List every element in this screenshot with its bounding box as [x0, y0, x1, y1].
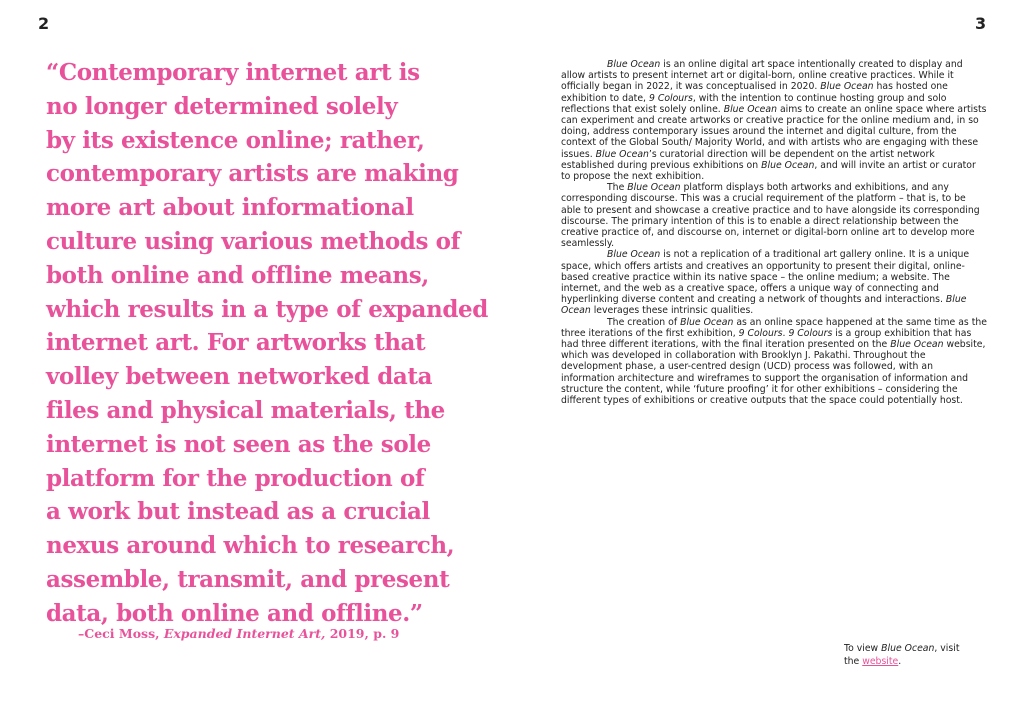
text-run: as an online space happened at the same time as the three iterations of the first exhibition, [561, 316, 987, 339]
text-run: . [782, 327, 789, 339]
body-paragraph-4 [561, 317, 987, 407]
text-run: is an online digital art space intentionally created to display and allow artists to present internet art or digital-born, online creative practices. While it officially began in 2022, it was conceptualised in 2020. [561, 59, 963, 93]
quote-line: internet art. For artworks that [46, 329, 426, 357]
quote-line: volley between networked data [46, 363, 433, 391]
italic-title-run: Blue Ocean [607, 249, 661, 261]
text-run: , with the intention to continue hosting group and solo reflections that exist solely online. [561, 92, 947, 115]
website-link[interactable]: website [862, 655, 899, 667]
quote-line: by its existence online; rather, [46, 126, 425, 154]
text-run: The [607, 182, 628, 194]
quote-attribution [78, 626, 399, 641]
footnote-text: . [898, 655, 902, 667]
italic-title-run: Blue Ocean [723, 103, 777, 115]
footnote-text: To view [844, 643, 882, 654]
footnote-line-2 [844, 656, 959, 669]
text-run: platform displays both artworks and exhibitions, and any corresponding discourse. This was a crucial requirement of the platform – that is, to be able to present and showcase a creative practice and to have alongside its corresponding discourse. The primary intention of this is to enable a direct relationship between the creative practice of, and discourse on, internet or digital-born online art to develop more seamlessly. [561, 182, 980, 250]
text-run: , and will invite an artist or curator to propose the next exhibition. [561, 159, 976, 183]
quote-line: platform for the production of [46, 464, 425, 492]
italic-title-run: Blue Ocean [561, 294, 967, 317]
italic-title-run: Blue Ocean [890, 339, 944, 351]
quote-line: a work but instead as a crucial [46, 498, 430, 526]
body-text-column [561, 59, 987, 406]
text-run: aims to create an online space where artists can experiment and create artworks or creative practice for the online medium and, in so doing, address contemporary issues around the internet and digital culture, from the context of the Global South/ Majority World, and with artists who are engaging with these issues. [561, 103, 987, 160]
quote-line: internet is not seen as the sole [46, 430, 431, 458]
website-footnote [844, 643, 959, 668]
italic-title-run: Blue Ocean [627, 182, 681, 194]
italic-title-run: 9 Colours [648, 92, 693, 104]
page-number-right: 3 [975, 14, 987, 33]
italic-title-run: 9 Colours [788, 327, 833, 339]
attribution-author: –Ceci Moss, [78, 626, 164, 641]
quote-line: contemporary artists are making [46, 160, 459, 188]
italic-title-run: Blue Ocean [761, 159, 815, 171]
italic-title-run: Blue Ocean [595, 148, 649, 160]
quote-line: culture using various methods of [46, 227, 461, 255]
quote-line: assemble, transmit, and present [46, 565, 450, 593]
footnote-text: , visit [934, 643, 960, 654]
italic-title-run: Blue Ocean [680, 316, 734, 328]
pull-quote [46, 56, 486, 631]
quote-line: nexus around which to research, [46, 532, 455, 560]
italic-title-run: Blue Ocean [820, 81, 874, 93]
body-paragraph-2 [561, 182, 987, 249]
text-run: The creation of [607, 316, 681, 328]
footnote-line-1 [844, 643, 959, 656]
text-run: is a group exhibition that has had three different iterations, with the final iteration presented on the [561, 327, 972, 351]
quote-line: more art about informational [46, 194, 414, 222]
quote-line: which results in a type of expanded [46, 295, 488, 323]
footnote-italic-title: Blue Ocean [881, 643, 935, 654]
text-run: is not a replication of a traditional art gallery online. It is a unique space, which offers artists and creatives an opportunity to present their digital, online-based creative practice within its native space – the online medium; a website. The internet, and the web as a creative space, offers a unique way of connecting and hyperlinking diverse content and creating a network of thoughts and interactions. [561, 249, 970, 306]
italic-title-run: 9 Colours [738, 327, 783, 339]
italic-title-run: Blue Ocean [607, 59, 661, 70]
body-paragraph-3 [561, 249, 987, 316]
quote-line: “Contemporary internet art is [46, 59, 420, 86]
quote-line: data, both online and offline.” [46, 599, 423, 627]
body-paragraph-1 [561, 59, 987, 182]
attribution-book-title: Expanded Internet Art, [163, 626, 326, 641]
quote-line: files and physical materials, the [46, 396, 445, 424]
text-run: website, which was developed in collaboration with Brooklyn J. Pakathi. Throughout the development phase, a user-centred design (UCD) process was followed, with an information architecture and wireframes to support the organisation of information and structure the content, while ‘future proofing’ it for other exhibitions – considering the different types of exhibitions or creative outputs that the space could potentially host. [561, 339, 986, 407]
quote-line: no longer determined solely [46, 92, 398, 120]
footnote-text: the [844, 655, 863, 667]
text-run: has hosted one exhibition to date, [561, 81, 948, 104]
page-number-left: 2 [38, 14, 50, 33]
attribution-year-page: 2019, p. 9 [325, 626, 400, 641]
quote-line: both online and offline means, [46, 261, 429, 289]
text-run: ’s curatorial direction will be dependent on the artist network established during previous exhibitions on [561, 148, 935, 171]
text-run: leverages these intrinsic qualities. [590, 305, 754, 317]
